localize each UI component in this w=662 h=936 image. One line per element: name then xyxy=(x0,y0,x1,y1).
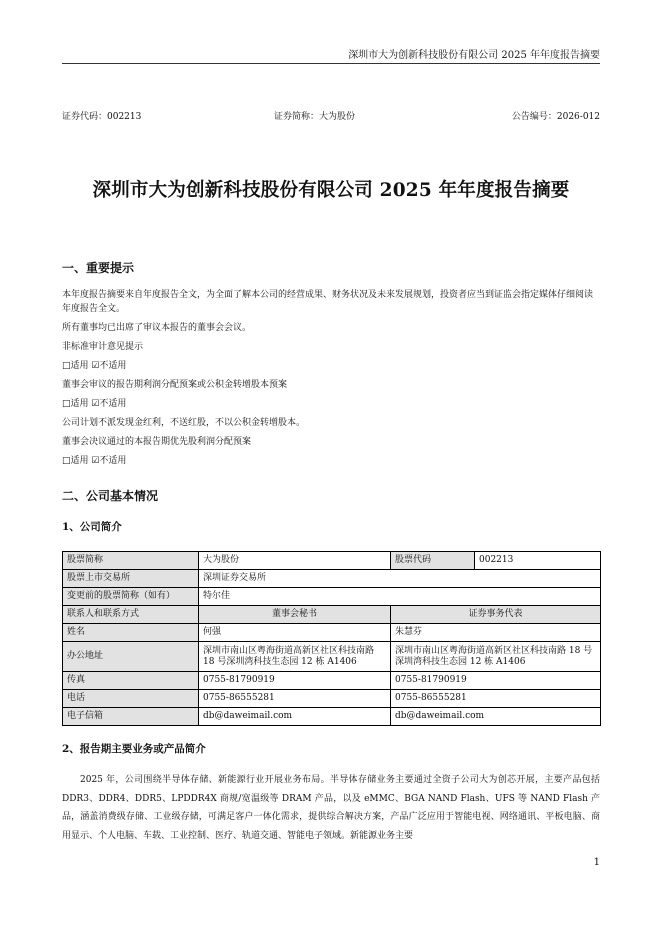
section-company-info-heading: 二、公司基本情况 xyxy=(62,489,159,503)
notes-paragraph-3: 非标准审计意见提示 xyxy=(62,342,144,352)
header-divider xyxy=(62,63,600,64)
table-cell: 大为股份 xyxy=(199,552,391,570)
table-row xyxy=(63,552,601,570)
table-cell: 办公地址 xyxy=(63,642,199,672)
table-cell: 朱慧芬 xyxy=(391,624,601,642)
table-row xyxy=(63,570,601,588)
notes-checkbox-1: □适用 ☑不适用 xyxy=(62,361,127,371)
table-cell: 0755-81790919 xyxy=(391,672,601,690)
document-title: 深圳市大为创新科技股份有限公司 2025 年年度报告摘要 xyxy=(92,180,570,201)
notice-number: 公告编号：2026-012 xyxy=(511,112,600,122)
stock-abbreviation: 证券简称：大为股份 xyxy=(274,112,356,122)
table-row xyxy=(63,690,601,708)
table-row xyxy=(63,642,601,672)
table-cell: 股票代码 xyxy=(391,552,475,570)
table-cell: 0755-86555281 xyxy=(199,690,391,708)
table-cell: 深圳市南山区粤海街道高新区社区科技南路 18 号深圳湾科技生态园 12 栋 A1406 xyxy=(199,642,391,672)
table-row xyxy=(63,624,601,642)
notes-paragraph-4: 董事会审议的报告期利润分配预案或公积金转增股本预案 xyxy=(62,380,288,390)
table-row xyxy=(63,708,601,726)
table-cell: 电子信箱 xyxy=(63,708,199,726)
stock-code: 证券代码：002213 xyxy=(62,112,142,122)
company-profile-heading: 1、公司简介 xyxy=(62,521,122,533)
notes-checkbox-3: □适用 ☑不适用 xyxy=(62,456,127,466)
table-cell: 深圳市南山区粤海街道高新区社区科技南路 18 号深圳湾科技生态园 12 栋 A1406 xyxy=(391,642,601,672)
section-important-notes-heading: 一、重要提示 xyxy=(62,261,135,275)
notes-checkbox-2: □适用 ☑不适用 xyxy=(62,399,127,409)
page-number: 1 xyxy=(593,857,600,868)
table-cell: 姓名 xyxy=(63,624,199,642)
table-cell: 深圳证券交易所 xyxy=(199,570,601,588)
table-cell: 0755-81790919 xyxy=(199,672,391,690)
table-cell: 0755-86555281 xyxy=(391,690,601,708)
notes-paragraph-6: 董事会决议通过的本报告期优先股利润分配预案 xyxy=(62,437,252,447)
table-row xyxy=(63,606,601,624)
company-profile-table xyxy=(62,551,601,726)
running-header: 深圳市大为创新科技股份有限公司 2025 年年度报告摘要 xyxy=(348,50,600,61)
table-cell: 电话 xyxy=(63,690,199,708)
table-cell: 股票上市交易所 xyxy=(63,570,199,588)
notes-paragraph-1: 本年度报告摘要来自年度报告全文，为全面了解本公司的经营成果、财务状况及未来发展规划，投资者应当到证监会指定媒体仔细阅读年度报告全文。 xyxy=(62,290,594,314)
table-cell: 何强 xyxy=(199,624,391,642)
table-cell: 变更前的股票简称（如有） xyxy=(63,588,199,606)
table-row xyxy=(63,672,601,690)
table-cell: db@daweimail.com xyxy=(391,708,601,726)
notes-paragraph-2: 所有董事均已出席了审议本报告的董事会会议。 xyxy=(62,323,252,333)
table-header-cell: 证券事务代表 xyxy=(391,606,601,624)
table-row xyxy=(63,588,601,606)
business-overview-heading: 2、报告期主要业务或产品简介 xyxy=(62,743,206,755)
business-overview-content: 2025 年，公司围绕半导体存储、新能源行业开展业务布局。半导体存储业务主要通过全资子公司大为创芯开展，主要产品包括 DDR3、DDR4、DDR5、LPDDR4X 商规/宽温级等 DRAM 产品，以及 eMMC、BGA NAND Flash、UFS 等 NAND Flash 产品，涵盖消费级存储、工业级存储，可满足客户一体化需求，提供综合解决方案，产品广泛应用于智能电视、网络通讯、平板电脑、商用显示、个人电脑、车载、工业控制、医疗、轨道交通、智能电子领域。新能源业务主要 xyxy=(62,775,600,841)
table-cell: db@daweimail.com xyxy=(199,708,391,726)
business-overview-text xyxy=(62,771,600,845)
table-cell: 特尔佳 xyxy=(199,588,601,606)
table-cell: 联系人和联系方式 xyxy=(63,606,199,624)
table-header-cell: 董事会秘书 xyxy=(199,606,391,624)
table-cell: 股票简称 xyxy=(63,552,199,570)
table-cell: 传真 xyxy=(63,672,199,690)
table-cell: 002213 xyxy=(475,552,601,570)
notes-paragraph-5: 公司计划不派发现金红利，不送红股，不以公积金转增股本。 xyxy=(62,418,306,428)
